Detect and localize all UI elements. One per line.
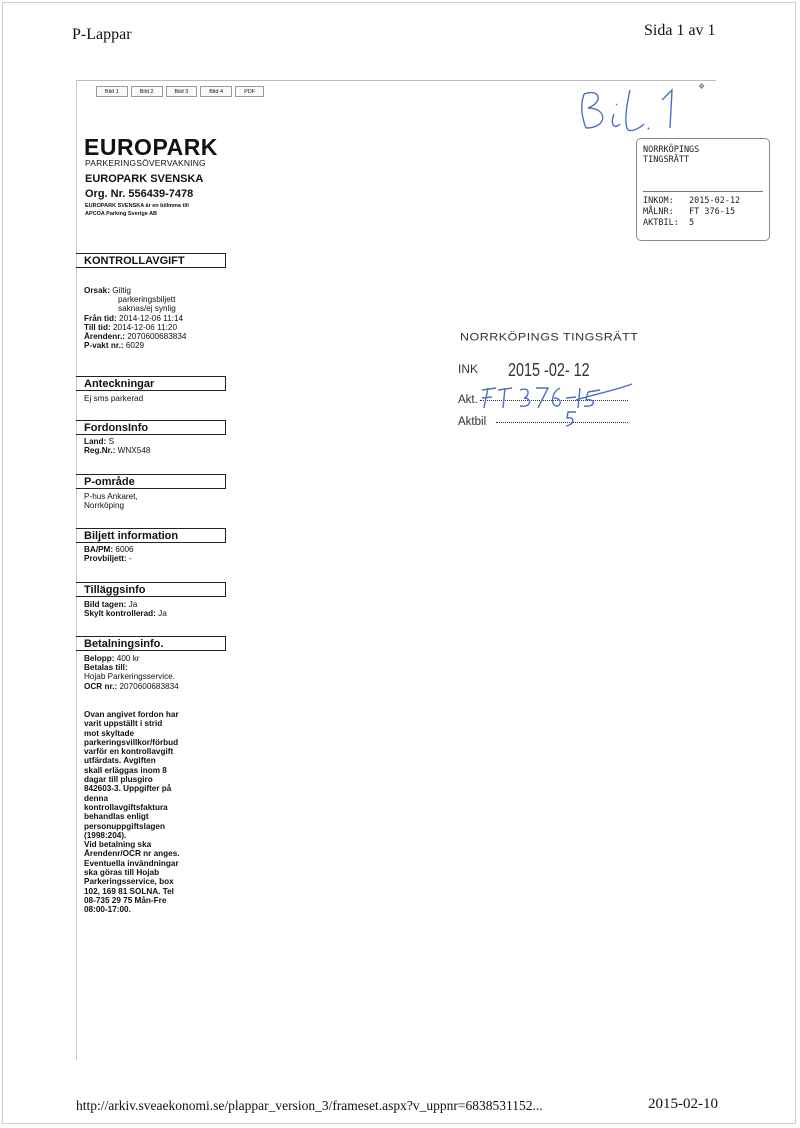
arende-label: Ärendenr.: bbox=[84, 332, 125, 342]
terms-line: Vid betalning ska bbox=[84, 840, 152, 850]
reg-label: Reg.Nr.: bbox=[84, 446, 116, 456]
land-label: Land: bbox=[84, 437, 107, 446]
pomrade-line-1: P-hus Ankaret, bbox=[84, 492, 138, 501]
court-malnr-row bbox=[643, 207, 763, 218]
reg-value: WNX548 bbox=[117, 446, 151, 456]
mottagare: Hojab Parkeringsservice. bbox=[84, 672, 176, 682]
terms-line: mot skyltade bbox=[84, 728, 135, 738]
section-fordonsinfo: FordonsInfo bbox=[76, 420, 226, 435]
kontrollavgift-details bbox=[84, 286, 186, 350]
terms-line: Ovan angivet fordon har bbox=[84, 710, 179, 719]
terms-line: dagar till plusgiro bbox=[84, 775, 153, 785]
court-inkom-row bbox=[643, 196, 763, 207]
till-row bbox=[84, 323, 186, 332]
fine-line-2: APCOA Parking Sverige AB bbox=[85, 211, 158, 217]
skylt-row bbox=[84, 609, 167, 618]
pvakt-value: 6029 bbox=[125, 341, 145, 351]
betalas-row bbox=[84, 663, 179, 672]
pomrade-details bbox=[84, 492, 138, 510]
stamp-date: 2015 -02- 12 bbox=[508, 360, 590, 380]
stamp-handwriting bbox=[476, 382, 636, 432]
tab-bild-1[interactable]: Bild 1 bbox=[96, 86, 128, 97]
pvakt-row bbox=[84, 341, 186, 350]
orsak-line-3: saknas/ej synlig bbox=[118, 304, 176, 314]
terms-line: skall erläggas inom 8 bbox=[84, 765, 167, 775]
terms-line: 842603-3. Uppgifter på bbox=[84, 784, 172, 794]
belopp-row bbox=[84, 654, 179, 663]
footer-date: 2015-02-10 bbox=[648, 1096, 718, 1112]
handwritten-bil-label bbox=[574, 84, 694, 134]
terms-line: 08-735 29 75 Mån-Fre bbox=[84, 895, 167, 905]
terms-line: parkeringsvillkor/förbud bbox=[84, 737, 179, 747]
ocr-value: 2070600683834 bbox=[119, 681, 179, 691]
image-tabs bbox=[96, 86, 264, 97]
brand-subtitle: PARKERINGSÖVERVAKNING bbox=[85, 158, 206, 168]
terms-line: 08:00-17:00. bbox=[84, 905, 131, 915]
terms-line: behandlas enligt bbox=[84, 812, 149, 822]
till-value: 2014-12-06 11:20 bbox=[112, 322, 178, 332]
court-line-2: TINGSRÄTT bbox=[643, 155, 690, 165]
terms-line: 102, 169 81 SOLNA. Tel bbox=[84, 886, 174, 896]
stamp-akt-label: Akt. bbox=[458, 394, 478, 406]
biljett-details bbox=[84, 545, 134, 563]
footer-url: http://arkiv.sveaekonomi.se/plappar_version_3/frameset.aspx?v_uppnr=6838531152... bbox=[76, 1098, 543, 1113]
stamp-ink-label: INK bbox=[458, 362, 479, 376]
section-pomrade: P-område bbox=[76, 474, 226, 489]
betalning-details bbox=[84, 654, 179, 691]
land-value: S bbox=[108, 437, 115, 446]
betalas-label: Betalas till: bbox=[84, 663, 128, 673]
terms-line: varför en kontrollavgift bbox=[84, 747, 174, 757]
terms-line: Eventuella invändningar bbox=[84, 858, 179, 868]
top-rule bbox=[76, 80, 716, 81]
malnr-value: FT 376-15 bbox=[689, 207, 736, 217]
page-number: Sida 1 av 1 bbox=[644, 22, 716, 39]
bild-label: Bild tagen: bbox=[84, 600, 127, 609]
section-tillagg: Tilläggsinfo bbox=[76, 582, 226, 597]
tab-pdf[interactable]: PDF bbox=[235, 86, 264, 97]
tab-bild-4[interactable]: Bild 4 bbox=[200, 86, 232, 97]
prov-value: - bbox=[129, 554, 132, 564]
court-stamp bbox=[458, 330, 658, 450]
court-receipt-box bbox=[636, 138, 770, 241]
pomrade-line-2: Norrköping bbox=[84, 501, 125, 511]
prov-label: Provbiljett: bbox=[84, 554, 127, 564]
tab-bild-3[interactable]: Bild 3 bbox=[166, 86, 198, 97]
court-divider bbox=[643, 191, 763, 192]
bild-value: Ja bbox=[128, 600, 138, 609]
orsak-row bbox=[84, 286, 186, 295]
skylt-value: Ja bbox=[158, 609, 167, 619]
tillagg-details bbox=[84, 600, 167, 618]
header-title: P-Lappar bbox=[72, 26, 132, 43]
stamp-title: NORRKÖPINGS TINGSRÄTT bbox=[460, 330, 639, 344]
belopp-label: Belopp: bbox=[84, 654, 115, 663]
orsak-label: Orsak: bbox=[84, 286, 110, 295]
inkom-value: 2015-02-12 bbox=[689, 196, 741, 206]
orsak-line-2: parkeringsbiljett bbox=[118, 295, 176, 305]
pvakt-label: P-vakt nr.: bbox=[84, 341, 124, 351]
stamp-aktbil-label: Aktbil bbox=[458, 416, 487, 428]
skylt-label: Skylt kontrollerad: bbox=[84, 609, 156, 619]
till-label: Till tid: bbox=[84, 322, 111, 332]
court-aktbil-row bbox=[643, 218, 763, 229]
org-number: Org. Nr. 556439-7478 bbox=[85, 188, 194, 200]
terms-line: denna bbox=[84, 793, 109, 803]
terms-line: (1998:204). bbox=[84, 830, 127, 840]
malnr-label: MÅLNR: bbox=[643, 207, 674, 217]
prov-row bbox=[84, 554, 134, 563]
aktbil-value: 5 bbox=[689, 218, 695, 228]
terms-line: Ärendenr/OCR nr anges. bbox=[84, 849, 180, 859]
orsak-line-1: Giltig bbox=[112, 286, 131, 295]
arende-row bbox=[84, 332, 186, 341]
ocr-label: OCR nr.: bbox=[84, 681, 118, 691]
bild-row bbox=[84, 600, 167, 609]
ba-value: 6006 bbox=[115, 545, 134, 554]
section-kontrollavgift: KONTROLLAVGIFT bbox=[76, 253, 226, 268]
ba-row bbox=[84, 545, 134, 554]
inkom-label: INKOM: bbox=[643, 196, 674, 206]
aktbil-label: AKTBIL: bbox=[643, 218, 679, 228]
company-name: EUROPARK SVENSKA bbox=[85, 173, 204, 185]
terms-line: varit uppställt i strid bbox=[84, 719, 163, 729]
terms-paragraph bbox=[84, 710, 224, 915]
land-row bbox=[84, 437, 150, 446]
fran-row bbox=[84, 314, 186, 323]
fine-print bbox=[85, 202, 215, 218]
anteckningar-text: Ej sms parkerad bbox=[84, 394, 144, 403]
section-betalning: Betalningsinfo. bbox=[76, 636, 226, 651]
terms-line: personuppgiftslagen bbox=[84, 821, 165, 831]
brand-name: EUROPARK bbox=[84, 134, 218, 160]
terms-line: Parkeringsservice, box bbox=[84, 877, 174, 887]
ocr-row bbox=[84, 682, 179, 691]
left-rule bbox=[76, 80, 77, 1060]
section-biljett: Biljett information bbox=[76, 528, 226, 543]
arende-value: 2070600683834 bbox=[127, 332, 187, 342]
terms-line: kontrollavgiftsfaktura bbox=[84, 802, 168, 812]
terms-line: ska göras till Hojab bbox=[84, 868, 160, 878]
fordonsinfo-details bbox=[84, 437, 150, 455]
ba-label: BA/PM: bbox=[84, 545, 114, 554]
fran-value: 2014-12-06 11:14 bbox=[119, 313, 184, 323]
fran-label: Från tid: bbox=[84, 313, 117, 323]
corner-icon: ❖ bbox=[698, 82, 706, 91]
reg-row bbox=[84, 446, 150, 455]
terms-line: utfärdats. Avgiften bbox=[84, 756, 156, 766]
tab-bild-2[interactable]: Bild 2 bbox=[131, 86, 163, 97]
belopp-value: 400 kr bbox=[116, 654, 140, 663]
section-anteckningar: Anteckningar bbox=[76, 376, 226, 391]
fine-line-1: EUROPARK SVENSKA är en billmma till bbox=[85, 203, 189, 209]
court-line-1: NORRKÖPINGS bbox=[643, 145, 700, 155]
